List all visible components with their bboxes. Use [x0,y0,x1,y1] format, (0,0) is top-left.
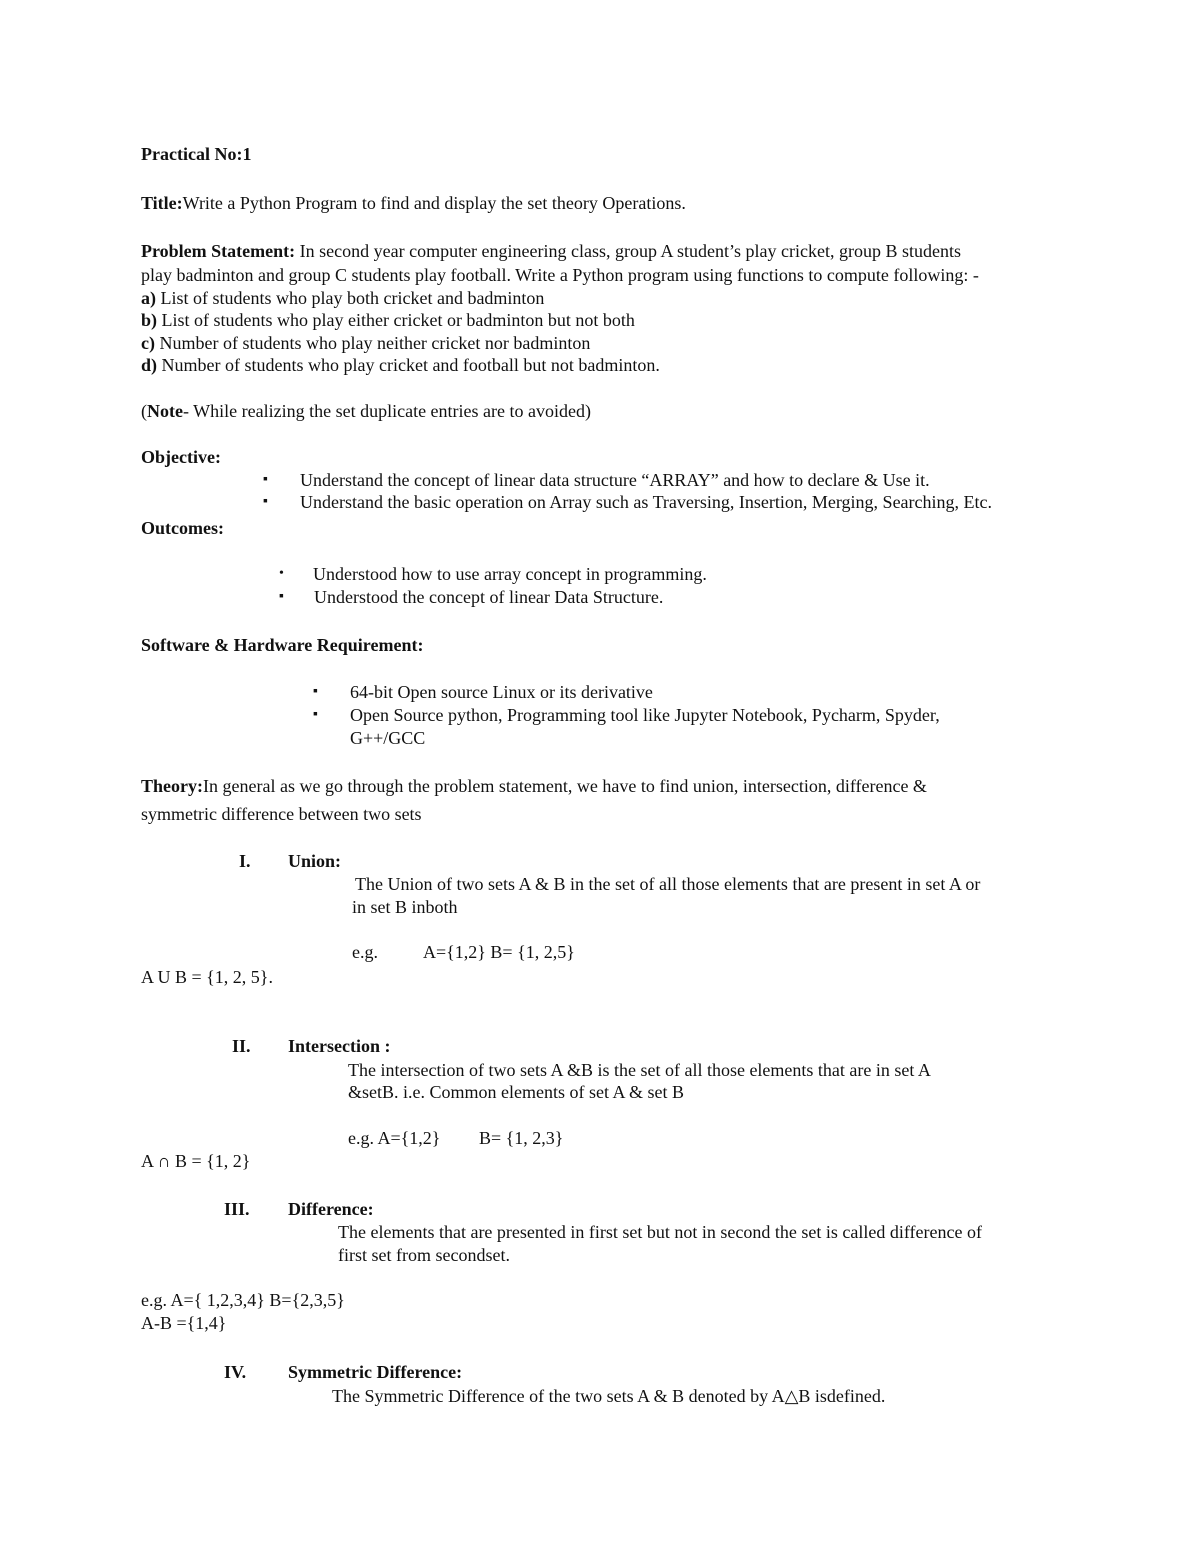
intersection-eg: e.g. A={1,2} [348,1128,441,1148]
bullet-icon: ▪ [313,707,318,722]
note-text: - While realizing the set duplicate entries are to avoided) [182,401,591,421]
difference-text-2: first set from secondset. [338,1245,510,1265]
intersection-numeral: II. [232,1036,251,1056]
item-key: c) [141,333,155,353]
problem-item-a [141,287,544,309]
problem-item-d [141,354,660,376]
item-key: b) [141,310,158,330]
union-heading: Union: [288,851,342,871]
difference-result: A-B ={1,4} [141,1313,227,1333]
objective-item-1: Understand the concept of linear data structure “ARRAY” and how to declare & Use it. [300,470,930,490]
symmetric-heading: Symmetric Difference: [288,1362,463,1382]
theory-text-1: In general as we go through the problem statement, we have to find union, intersection, difference & [203,776,927,796]
difference-numeral: III. [224,1199,250,1219]
theory-label: Theory: [141,776,203,796]
intersection-text-2: &setB. i.e. Common elements of set A & set B [348,1082,684,1102]
item-text: Number of students who play cricket and football but not badminton. [157,355,660,375]
intersection-result: A ∩ B = {1, 2} [141,1151,251,1171]
problem-item-c [141,332,590,354]
union-text-2: in set B inboth [352,897,458,917]
symmetric-text-1: The Symmetric Difference of the two sets A & B denoted by A△B isdefined. [332,1386,886,1406]
item-key: a) [141,288,156,308]
note-line [141,400,591,422]
bullet-icon: ▪ [279,589,284,604]
requirement-item-1: 64-bit Open source Linux or its derivative [350,682,653,702]
union-numeral: I. [239,851,251,871]
union-result: A U B = {1, 2, 5}. [141,967,273,987]
objective-item-2: Understand the basic operation on Array such as Traversing, Insertion, Merging, Searching, Etc. [300,492,993,512]
note-label: Note [147,401,183,421]
outcomes-heading: Outcomes: [141,518,224,538]
intersection-heading: Intersection : [288,1036,391,1056]
theory-line-1 [141,775,927,797]
problem-line-1 [141,240,961,262]
requirement-item-2: Open Source python, Programming tool like Jupyter Notebook, Pycharm, Spyder, [350,705,940,725]
intersection-text-1: The intersection of two sets A &B is the set of all those elements that are in set A [348,1060,931,1080]
title-line [141,192,686,214]
title-text: Write a Python Program to find and display the set theory Operations. [182,193,686,213]
union-text-1: The Union of two sets A & B in the set of all those elements that are present in set A or [355,874,981,894]
outcomes-item-2: Understood the concept of linear Data Structure. [314,587,664,607]
difference-eg: e.g. A={ 1,2,3,4} B={2,3,5} [141,1290,345,1310]
bullet-icon: ▪ [263,494,268,509]
item-text: List of students who play both cricket and badminton [156,288,545,308]
item-key: d) [141,355,158,375]
problem-label: Problem Statement: [141,241,296,261]
problem-line-2: play badminton and group C students play football. Write a Python program using functions to compute following: - [141,265,979,285]
outcomes-item-1: Understood how to use array concept in programming. [313,564,707,584]
symmetric-numeral: IV. [224,1362,247,1382]
practical-heading: Practical No:1 [141,144,252,164]
bullet-icon: ▪ [263,472,268,487]
title-label: Title: [141,193,183,213]
problem-item-b [141,309,635,331]
union-eg: e.g. [352,942,378,962]
item-text: Number of students who play neither cricket nor badminton [154,333,591,353]
note-open: ( [141,401,147,421]
bullet-icon: ▪ [313,684,318,699]
requirements-heading: Software & Hardware Requirement: [141,635,424,655]
requirement-item-2-cont: G++/GCC [350,728,426,748]
union-sets: A={1,2} B= {1, 2,5} [423,942,575,962]
item-text: List of students who play either cricket or badminton but not both [157,310,635,330]
intersection-set-b: B= {1, 2,3} [479,1128,564,1148]
difference-heading: Difference: [288,1199,374,1219]
difference-text-1: The elements that are presented in first set but not in second the set is called difference of [338,1222,982,1242]
bullet-icon: • [279,566,284,581]
objective-heading: Objective: [141,447,221,467]
theory-line-2: symmetric difference between two sets [141,804,422,824]
problem-text-1: In second year computer engineering class, group A student’s play cricket, group B students [295,241,961,261]
